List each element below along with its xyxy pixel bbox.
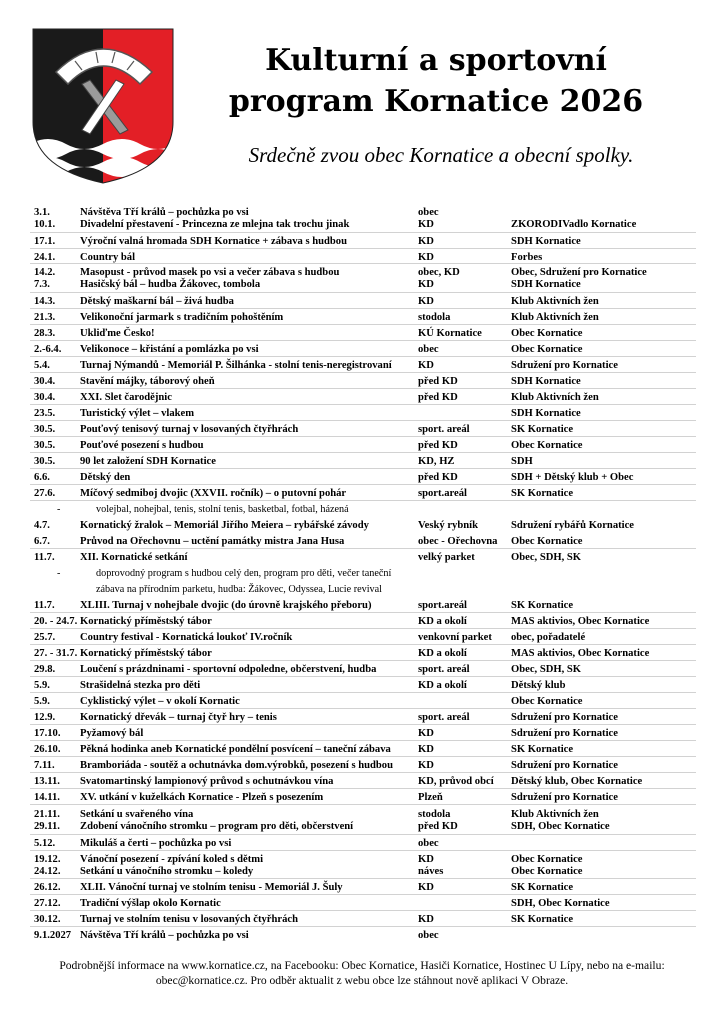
event-date: 21.3. (34, 312, 56, 323)
title-line-1: Kulturní a sportovní (265, 43, 607, 78)
event-organizer: Klub Aktivních žen (511, 392, 599, 403)
footer-line-2: obec@kornatice.cz. Pro odběr aktualit z webu obce lze stáhnout nově aplikaci V Obraze. (155, 974, 569, 987)
row-separator (30, 910, 696, 911)
event-place: venkovní parket (418, 632, 492, 643)
event-title: Divadelní přestavení - Princezna ze mlejna tak trochu jinak (80, 219, 350, 230)
event-date: 14.2. (34, 267, 56, 278)
event-title: Velikonoce – křistání a pomlázka po vsi (80, 344, 259, 355)
event-place: obec (418, 930, 439, 941)
event-title: Turnaj ve stolním tenisu v losovaných čtyřhrách (80, 914, 298, 925)
event-organizer: SDH Kornatice (511, 376, 581, 387)
event-place: KD (418, 279, 434, 290)
event-place: před KD (418, 472, 458, 483)
event-organizer: SDH Kornatice (511, 236, 581, 247)
event-date: - (57, 504, 61, 515)
event-place: KD (418, 219, 434, 230)
event-organizer: SK Kornatice (511, 600, 574, 611)
row-separator (30, 436, 696, 437)
footer-info (20, 958, 704, 988)
event-organizer: SDH, Obec Kornatice (511, 898, 610, 909)
event-date: 27. - 31.7. (34, 648, 78, 659)
row-separator (30, 263, 696, 264)
row-separator (30, 644, 696, 645)
event-date: 23.5. (34, 408, 56, 419)
event-place: před KD (418, 376, 458, 387)
row-separator (30, 676, 696, 677)
event-date: 10.1. (34, 219, 56, 230)
title-line-2: program Kornatice 2026 (228, 84, 644, 119)
event-title: Průvod na Ořechovnu – uctění památky mistra Jana Husa (80, 536, 345, 547)
event-title: 90 let založení SDH Kornatice (80, 456, 216, 467)
event-date: 7.3. (34, 279, 50, 290)
event-date: 5.4. (34, 360, 50, 371)
row-separator (30, 834, 696, 835)
event-title: Turistický výlet – vlakem (80, 408, 195, 419)
row-separator (30, 692, 696, 693)
event-organizer: SDH Kornatice (511, 408, 581, 419)
event-title: XII. Kornatické setkání (80, 552, 188, 563)
event-title: Cyklistický výlet – v okolí Kornatic (80, 696, 240, 707)
event-place: před KD (418, 821, 458, 832)
event-place: obec (418, 207, 439, 218)
event-date: 30.4. (34, 376, 56, 387)
event-date: 5.12. (34, 838, 56, 849)
event-place: KD (418, 914, 434, 925)
event-place: Veský rybník (418, 520, 478, 531)
event-title: Kornatický dřevák – turnaj čtyř hry – tenis (80, 712, 277, 723)
event-place: KD a okolí (418, 680, 467, 691)
event-place: KD, průvod obcí (418, 776, 494, 787)
event-date: 27.12. (34, 898, 61, 909)
event-title: Turnaj Nýmandů - Memoriál P. Šilhánka - stolní tenis-neregistrovaní (80, 360, 392, 371)
event-title: Kornatický žralok – Memoriál Jiřího Meiera – rybářské závody (80, 520, 369, 531)
event-date: 21.11. (34, 809, 60, 820)
row-separator (30, 232, 696, 233)
event-place: KD (418, 744, 434, 755)
event-title: Pěkná hodinka aneb Kornatické pondělní posvícení – taneční zábava (80, 744, 391, 755)
event-organizer: SK Kornatice (511, 882, 574, 893)
event-title: Dětský maškarní bál – živá hudba (80, 296, 234, 307)
event-title: Tradiční výšlap okolo Kornatic (80, 898, 221, 909)
event-date: 17.1. (34, 236, 56, 247)
event-date: 27.6. (34, 488, 56, 499)
event-place: KD, HZ (418, 456, 455, 467)
event-place: KD (418, 728, 434, 739)
event-place: KD (418, 854, 434, 865)
event-organizer: Klub Aktivních žen (511, 296, 599, 307)
row-separator (30, 324, 696, 325)
event-date: 28.3. (34, 328, 56, 339)
event-organizer: Obec, SDH, SK (511, 664, 582, 675)
event-title: doprovodný program s hudbou celý den, program pro děti, večer taneční (96, 568, 392, 579)
row-separator (30, 420, 696, 421)
event-date: 4.7. (34, 520, 50, 531)
event-place: KD a okolí (418, 648, 467, 659)
event-date: 26.12. (34, 882, 61, 893)
event-title: Míčový sedmiboj dvojic (XXVII. ročník) – o putovní pohár (80, 488, 347, 499)
event-organizer: Dětský klub, Obec Kornatice (511, 776, 643, 787)
row-separator (30, 756, 696, 757)
event-place: sport. areál (418, 712, 470, 723)
event-organizer: Sdružení rybářů Kornatice (511, 520, 634, 531)
event-title: Masopust - průvod masek po vsi a večer zábava s hudbou (80, 267, 340, 278)
event-date: 11.7. (34, 600, 55, 611)
event-place: KD (418, 760, 434, 771)
event-place: stodola (418, 809, 451, 820)
event-date: 26.10. (34, 744, 61, 755)
event-date: 24.1. (34, 252, 56, 263)
event-date: 9.1.2027 (34, 930, 72, 941)
event-organizer: SK Kornatice (511, 488, 574, 499)
page-title (196, 40, 676, 122)
event-title: XLII. Vánoční turnaj ve stolním tenisu - Memoriál J. Šuly (80, 882, 343, 893)
event-organizer: Obec Kornatice (511, 854, 583, 865)
event-place: KÚ Kornatice (418, 328, 482, 339)
event-title: XV. utkání v kuželkách Kornatice - Plzeň s posezením (80, 792, 324, 803)
municipal-coat-of-arms (30, 26, 176, 186)
event-title: Mikuláš a čerti – pochůzka po vsi (80, 838, 232, 849)
event-organizer: Sdružení pro Kornatice (511, 712, 618, 723)
event-organizer: SDH, Obec Kornatice (511, 821, 610, 832)
event-organizer: Obec Kornatice (511, 536, 583, 547)
event-date: 13.11. (34, 776, 60, 787)
event-organizer: SDH Kornatice (511, 279, 581, 290)
event-date: 30.4. (34, 392, 56, 403)
event-date: 14.11. (34, 792, 60, 803)
row-separator (30, 708, 696, 709)
event-date: 5.9. (34, 680, 50, 691)
event-date: 7.11. (34, 760, 55, 771)
event-title: Strašidelná stezka pro děti (80, 680, 201, 691)
event-date: 30.12. (34, 914, 61, 925)
event-place: stodola (418, 312, 451, 323)
event-date: 5.9. (34, 696, 50, 707)
event-place: KD (418, 236, 434, 247)
event-organizer: Sdružení pro Kornatice (511, 792, 618, 803)
event-organizer: SK Kornatice (511, 744, 574, 755)
event-organizer: Obec, Sdružení pro Kornatice (511, 267, 647, 278)
event-date: 25.7. (34, 632, 56, 643)
event-date: 20. - 24.7. (34, 616, 78, 627)
event-date: 29.8. (34, 664, 56, 675)
row-separator (30, 612, 696, 613)
event-place: Plzeň (418, 792, 443, 803)
event-title: Velikonoční jarmark s tradičním pohoštěním (80, 312, 284, 323)
row-separator (30, 628, 696, 629)
event-title: Vánoční posezení - zpívání koled s dětmi (80, 854, 264, 865)
event-title: Stavění májky, táborový oheň (80, 376, 215, 387)
event-organizer: SK Kornatice (511, 424, 574, 435)
event-title: XLIII. Turnaj v nohejbale dvojic (do úrovně krajského přeboru) (80, 600, 372, 611)
row-separator (30, 356, 696, 357)
row-separator (30, 660, 696, 661)
row-separator (30, 548, 696, 549)
event-date: 30.5. (34, 440, 56, 451)
event-place: KD a okolí (418, 616, 467, 627)
event-date: 6.6. (34, 472, 50, 483)
event-title: volejbal, nohejbal, tenis, stolní tenis, basketbal, fotbal, házená (96, 504, 349, 515)
event-organizer: Obec Kornatice (511, 440, 583, 451)
event-title: Zdobení vánočního stromku – program pro děti, občerstvení (80, 821, 354, 832)
event-date: 30.5. (34, 456, 56, 467)
row-separator (30, 878, 696, 879)
event-date: 12.9. (34, 712, 56, 723)
row-separator (30, 894, 696, 895)
event-title: Návštěva Tří králů – pochůzka po vsi (80, 207, 249, 218)
event-organizer: ZKORODIVadlo Kornatice (511, 219, 637, 230)
event-date: - (57, 568, 61, 579)
event-date: 3.1. (34, 207, 50, 218)
event-place: náves (418, 866, 444, 877)
event-date: 17.10. (34, 728, 61, 739)
page-subtitle: Srdečně zvou obec Kornatice a obecní spolky. (248, 143, 634, 167)
event-title: Ukliďme Česko! (80, 328, 155, 339)
event-title: Setkání u vánočního stromku – koledy (80, 866, 254, 877)
row-separator (30, 404, 696, 405)
event-place: sport.areál (418, 600, 467, 611)
event-date: 24.12. (34, 866, 61, 877)
row-separator (30, 308, 696, 309)
row-separator (30, 788, 696, 789)
event-date: 14.3. (34, 296, 56, 307)
event-organizer: Dětský klub (511, 680, 566, 691)
row-separator (30, 372, 696, 373)
event-title: zábava na přírodním parketu, hudba: Žákovec, Odyssea, Lucie revival (96, 584, 382, 595)
row-separator (30, 468, 696, 469)
event-organizer: Sdružení pro Kornatice (511, 360, 618, 371)
event-organizer: Sdružení pro Kornatice (511, 760, 618, 771)
event-title: Country festival - Kornatická loukoť IV.ročník (80, 632, 293, 643)
event-title: Country bál (80, 252, 136, 263)
event-organizer: Obec, SDH, SK (511, 552, 582, 563)
row-separator (30, 484, 696, 485)
event-place: sport. areál (418, 424, 470, 435)
row-separator (30, 452, 696, 453)
event-organizer: Obec Kornatice (511, 344, 583, 355)
event-date: 19.12. (34, 854, 61, 865)
footer-line-1: Podrobnější informace na www.kornatice.cz, na Facebooku: Obec Kornatice, Hasiči Kornatice, Hostinec U Lípy, nebo na e-mailu: (59, 959, 665, 972)
event-organizer: Sdružení pro Kornatice (511, 728, 618, 739)
event-organizer: Obec Kornatice (511, 866, 583, 877)
event-place: obec (418, 344, 439, 355)
event-place: velký parket (418, 552, 475, 563)
event-organizer: MAS aktivios, Obec Kornatice (511, 616, 650, 627)
event-title: Výroční valná hromada SDH Kornatice + zábava s hudbou (80, 236, 347, 247)
event-organizer: Obec Kornatice (511, 696, 583, 707)
event-place: KD (418, 252, 434, 263)
event-date: 2.-6.4. (34, 344, 62, 355)
event-title: Kornatický příměstský tábor (80, 648, 212, 659)
event-organizer: SDH (511, 456, 533, 467)
event-title: Setkání u svařeného vína (80, 809, 194, 820)
event-title: Návštěva Tří králů – pochůzka po vsi (80, 930, 249, 941)
event-place: KD (418, 296, 434, 307)
event-place: obec (418, 838, 439, 849)
event-title: Dětský den (80, 472, 131, 483)
row-separator (30, 388, 696, 389)
event-place: sport.areál (418, 488, 467, 499)
event-date: 11.7. (34, 552, 55, 563)
event-organizer: obec, pořadatelé (511, 632, 586, 643)
row-separator (30, 772, 696, 773)
event-date: 29.11. (34, 821, 60, 832)
event-organizer: SDH + Dětský klub + Obec (511, 472, 634, 483)
event-date: 30.5. (34, 424, 56, 435)
event-place: sport. areál (418, 664, 470, 675)
row-separator (30, 926, 696, 927)
event-organizer: Klub Aktivních žen (511, 312, 599, 323)
event-place: obec, KD (418, 267, 460, 278)
event-title: Pouťové posezení s hudbou (80, 440, 204, 451)
event-title: Kornatický příměstský tábor (80, 616, 212, 627)
event-date: 6.7. (34, 536, 50, 547)
event-organizer: SK Kornatice (511, 914, 574, 925)
event-title: XXI. Slet čarodějnic (80, 392, 172, 403)
event-organizer: Klub Aktivních žen (511, 809, 599, 820)
event-place: před KD (418, 440, 458, 451)
event-place: před KD (418, 392, 458, 403)
event-place: KD (418, 360, 434, 371)
row-separator (30, 740, 696, 741)
event-title: Pyžamový bál (80, 728, 144, 739)
event-title: Bramboriáda - soutěž a ochutnávka dom.výrobků, posezení s hudbou (80, 760, 393, 771)
event-title: Svatomartinský lampionový průvod s ochutnávkou vína (80, 776, 334, 787)
row-separator (30, 292, 696, 293)
event-place: obec - Ořechovna (418, 536, 498, 547)
row-separator (30, 724, 696, 725)
row-separator (30, 248, 696, 249)
row-separator (30, 850, 696, 851)
event-title: Pouťový tenisový turnaj v losovaných čtyřhrách (80, 424, 299, 435)
row-separator (30, 500, 696, 501)
event-organizer: MAS aktivios, Obec Kornatice (511, 648, 650, 659)
row-separator (30, 804, 696, 805)
event-organizer: Obec Kornatice (511, 328, 583, 339)
row-separator (30, 340, 696, 341)
event-title: Loučení s prázdninami - sportovní odpoledne, občerstvení, hudba (80, 664, 377, 675)
event-title: Hasičský bál – hudba Žákovec, tombola (80, 279, 261, 290)
event-place: KD (418, 882, 434, 893)
event-organizer: Forbes (511, 252, 543, 263)
